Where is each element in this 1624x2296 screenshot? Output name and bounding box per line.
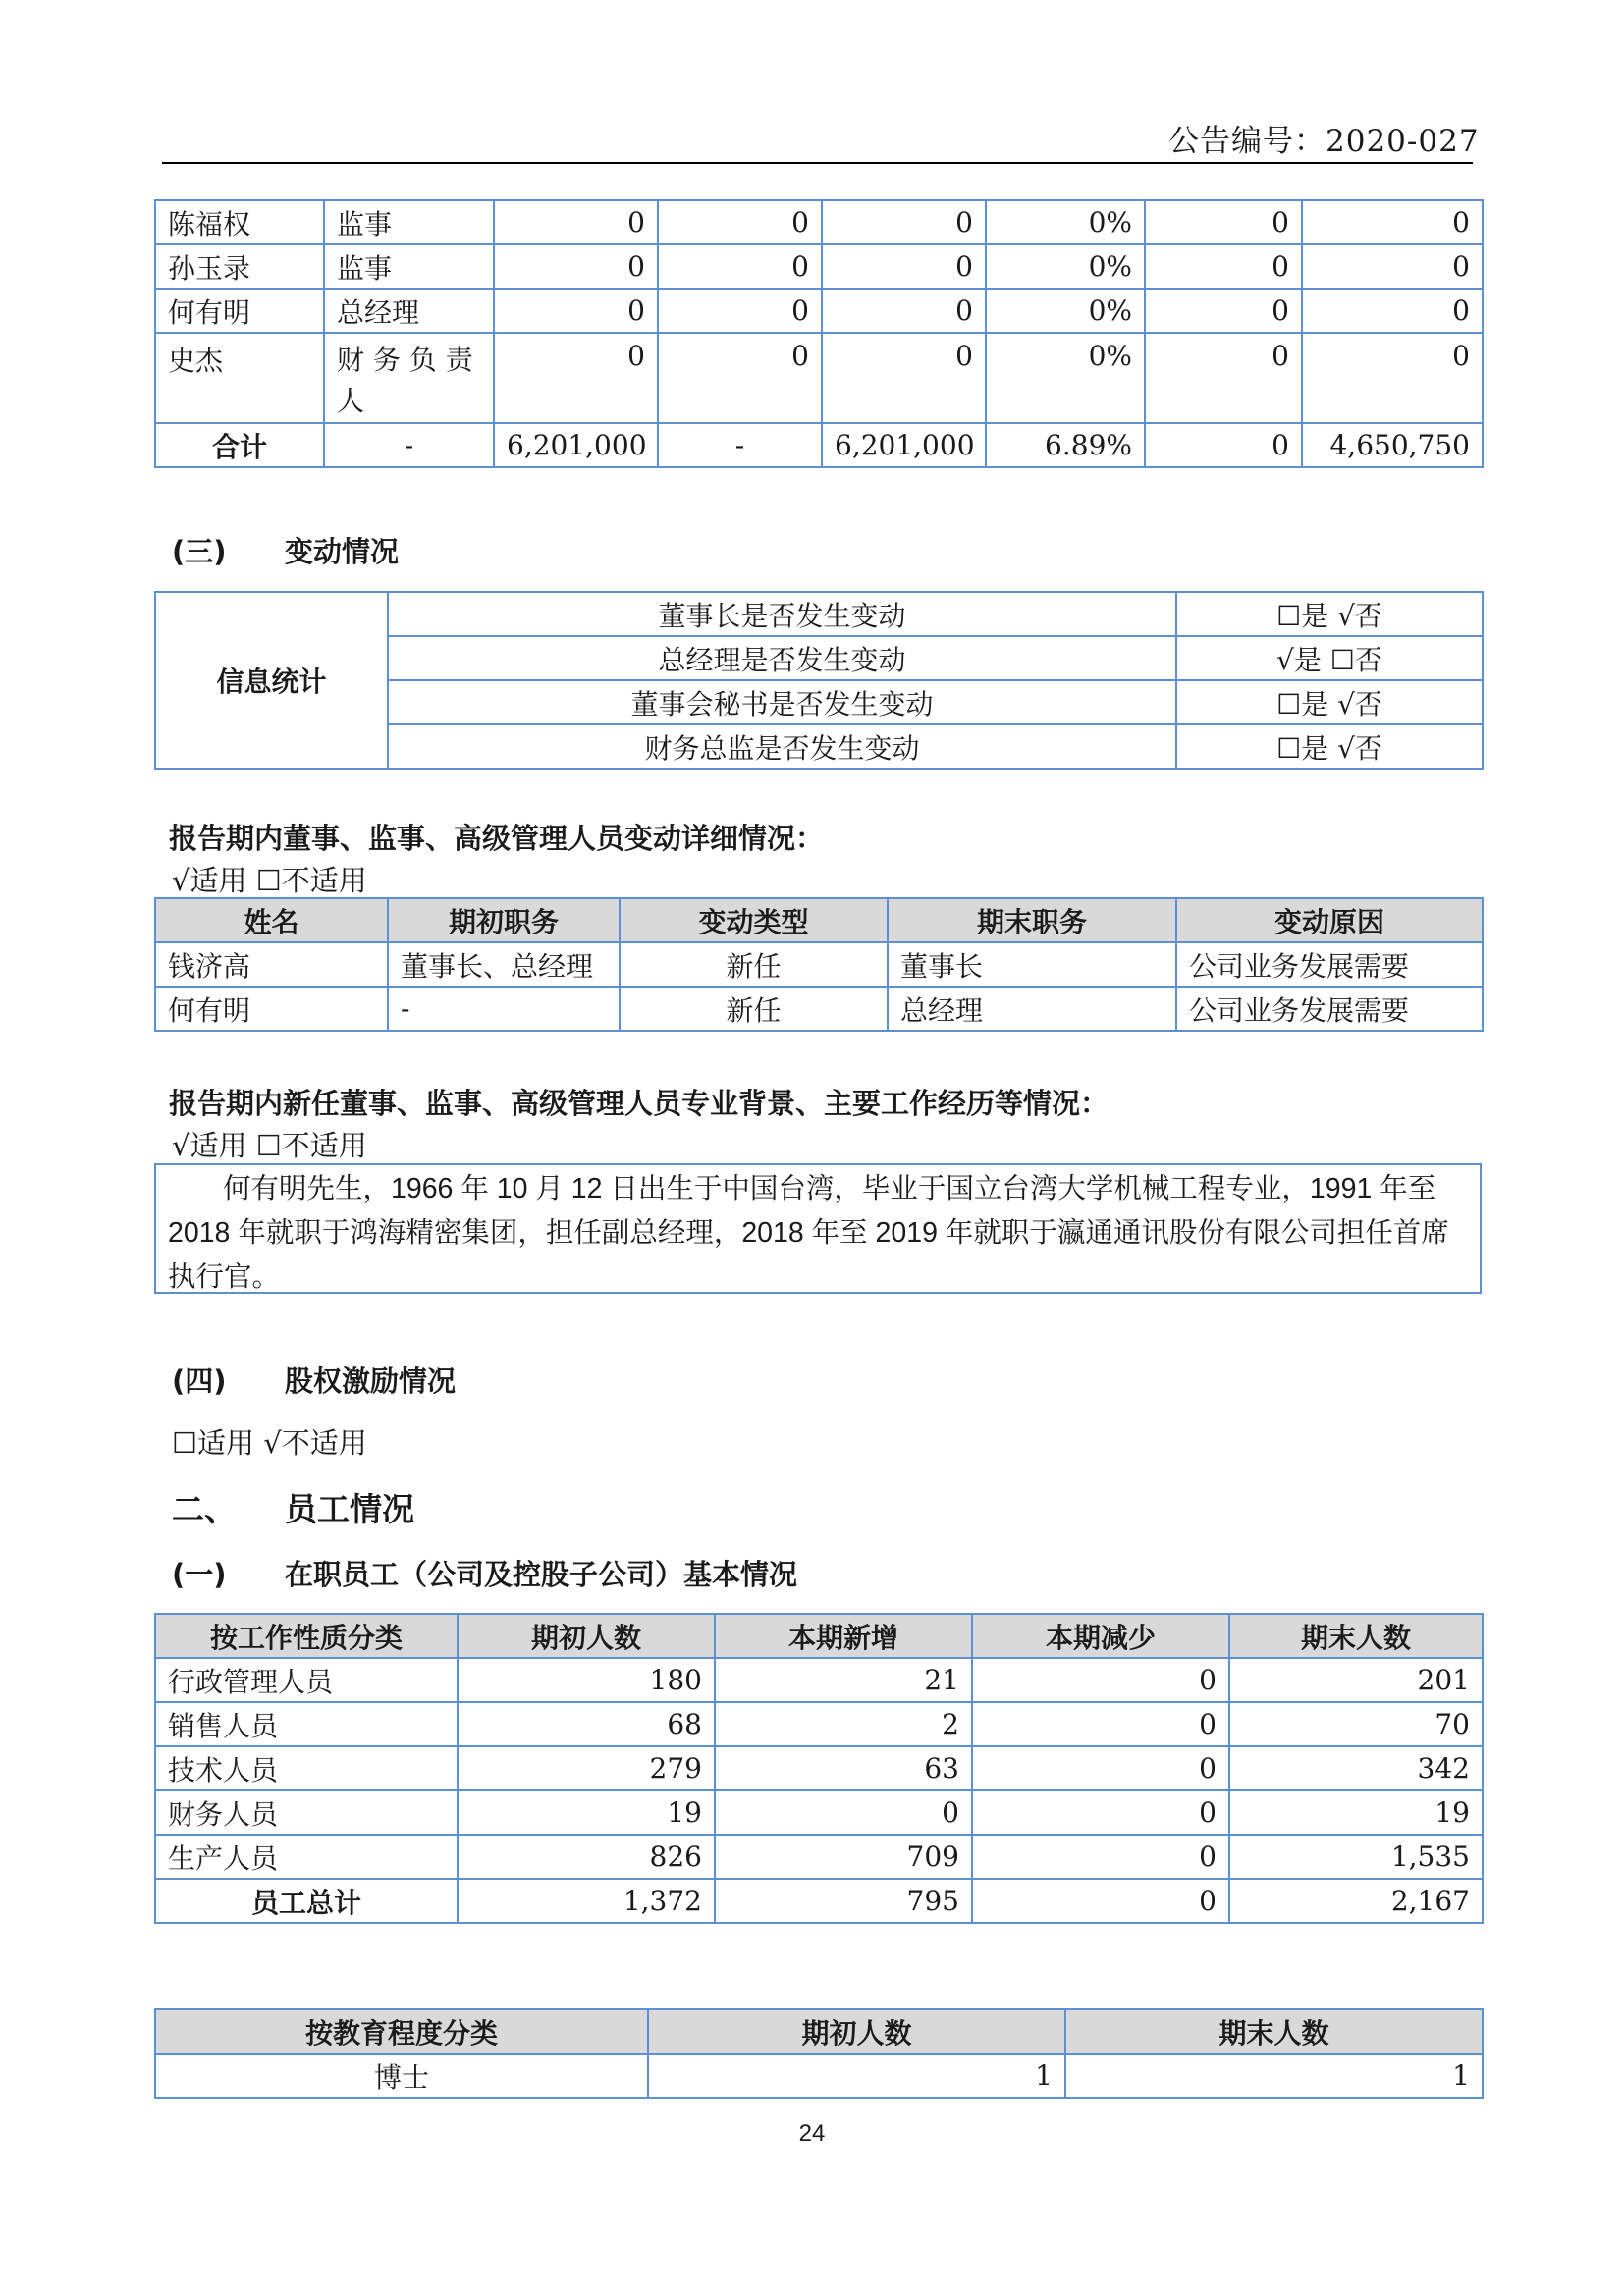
cell-value: 0 [1145,423,1302,467]
cell-value: 1,535 [1229,1835,1483,1879]
answer-checkbox: ☐是 √否 [1176,680,1483,724]
column-header: 本期减少 [972,1614,1229,1658]
column-header: 期初人数 [458,1614,715,1658]
category-cell: 技术人员 [155,1746,458,1790]
cell-text: 新任 [620,942,888,987]
staff-by-nature-table [154,1613,1484,1924]
cell-value: 0 [972,1835,1229,1879]
cell-text: 公司业务发展需要 [1176,987,1483,1031]
category-cell: 销售人员 [155,1702,458,1746]
table-row [155,1746,1483,1790]
cell-value: 0 [494,333,658,423]
cell-value: 21 [715,1658,972,1702]
cell-value: 0 [658,244,822,289]
total-row [155,1879,1483,1923]
category-cell: 博士 [155,2054,648,2098]
table-header-row [155,898,1483,942]
table-row [155,1790,1483,1835]
announcement-number: 公告编号：2020-027 [1168,124,1480,159]
info-stats-label: 信息统计 [155,592,388,769]
question-cell: 董事长是否发生变动 [388,592,1176,636]
cell-text: 总经理 [888,987,1176,1031]
staff-by-education-table [154,2008,1484,2099]
answer-checkbox: ☐是 √否 [1176,592,1483,636]
part-title: 员工情况 [285,1490,414,1528]
section-number: (四) [172,1364,227,1398]
cell-value: 826 [458,1835,715,1879]
holder-title: 监事 [324,244,494,289]
column-header: 期初人数 [648,2009,1065,2054]
cell-value: 6,201,000 [822,423,986,467]
equity-incentive-applicable: ☐适用 √不适用 [172,1426,367,1460]
column-header: 按教育程度分类 [155,2009,648,2054]
holder-name: 陈福权 [155,200,324,244]
cell-value: 6,201,000 [494,423,658,467]
cell-value: 279 [458,1746,715,1790]
cell-value: 0 [658,289,822,333]
cell-value: 0 [1302,200,1483,244]
answer-checkbox: √是 ☐否 [1176,636,1483,680]
holder-name: 何有明 [155,289,324,333]
table-row [155,244,1483,289]
section-number: (一) [172,1558,227,1591]
cell-value: 0 [658,333,822,423]
table-row [155,333,1483,423]
cell-value: 201 [1229,1658,1483,1702]
column-header: 变动类型 [620,898,888,942]
section-number: (三) [172,535,227,568]
cell-value: 0 [1302,333,1483,423]
table-row [155,987,1483,1031]
column-header: 期末职务 [888,898,1176,942]
cell-value: - [658,423,822,467]
answer-checkbox: ☐是 √否 [1176,724,1483,769]
cell-value: 0 [494,200,658,244]
table-header-row [155,1614,1483,1658]
holder-title: 监事 [324,200,494,244]
section-title: 股权激励情况 [285,1364,457,1398]
cell-text: - [388,987,620,1031]
cell-text: 公司业务发展需要 [1176,942,1483,987]
change-detail-applicable: √适用 ☐不适用 [172,864,367,897]
cell-value: 19 [458,1790,715,1835]
holder-title: 总经理 [324,289,494,333]
cell-value: 4,650,750 [1302,423,1483,467]
cell-value: 19 [1229,1790,1483,1835]
cell-value: 0 [494,289,658,333]
cell-value: 342 [1229,1746,1483,1790]
cell-value: 795 [715,1879,972,1923]
cell-value: 0 [972,1746,1229,1790]
cell-value: 0 [494,244,658,289]
table-header-row [155,2009,1483,2054]
holder-title-cont: 人 [337,385,365,417]
table-row [155,942,1483,987]
cell-value: 0 [715,1790,972,1835]
table-row [155,592,1483,636]
holdings-table [154,199,1484,468]
total-label: 员工总计 [155,1879,458,1923]
cell-value: 0 [972,1702,1229,1746]
cell-text: 何有明 [155,987,388,1031]
cell-percent: 0% [986,333,1145,423]
cell-value: 0 [1145,244,1302,289]
change-detail-table [154,897,1484,1032]
cell-value: 709 [715,1835,972,1879]
table-row [155,2054,1483,2098]
cell-value: 70 [1229,1702,1483,1746]
info-stats-table [154,591,1484,770]
holder-title: 财 务 负 责 [337,344,473,376]
table-row [155,289,1483,333]
paragraph-line: 何有明先生，1966 年 10 月 12 日出生于中国台湾，毕业于国立台湾大学机械工程专业，1991 年至 [223,1173,1436,1204]
cell-percent: 0% [986,244,1145,289]
cell-value: 2,167 [1229,1879,1483,1923]
cell-value: 63 [715,1746,972,1790]
page-number: 24 [798,2120,826,2147]
holder-title-cell [324,333,494,423]
table-row [155,1702,1483,1746]
cell-percent: 6.89% [986,423,1145,467]
column-header: 期末人数 [1065,2009,1483,2054]
category-cell: 生产人员 [155,1835,458,1879]
cell-value: 0 [972,1658,1229,1702]
cell-value: 0 [1302,289,1483,333]
section-title: 在职员工（公司及控股子公司）基本情况 [285,1558,798,1591]
background-paragraph [154,1163,1482,1294]
cell-value: 0 [1145,289,1302,333]
cell-percent: 0% [986,200,1145,244]
cell-value: - [324,423,494,467]
paragraph-line: 2018 年就职于鸿海精密集团，担任副总经理，2018 年至 2019 年就职于瀛通通讯股份有限公司担任首席 [168,1217,1449,1249]
cell-value: 0 [972,1879,1229,1923]
column-header: 本期新增 [715,1614,972,1658]
section-title: 变动情况 [285,535,400,568]
cell-value: 0 [1145,200,1302,244]
cell-value: 2 [715,1702,972,1746]
cell-text: 新任 [620,987,888,1031]
question-cell: 总经理是否发生变动 [388,636,1176,680]
cell-percent: 0% [986,289,1145,333]
question-cell: 财务总监是否发生变动 [388,724,1176,769]
question-cell: 董事会秘书是否发生变动 [388,680,1176,724]
new-background-applicable: √适用 ☐不适用 [172,1129,367,1162]
new-background-heading: 报告期内新任董事、监事、高级管理人员专业背景、主要工作经历等情况： [169,1087,1110,1120]
cell-value: 0 [1145,333,1302,423]
cell-value: 0 [822,289,986,333]
cell-text: 董事长、总经理 [388,942,620,987]
category-cell: 财务人员 [155,1790,458,1835]
cell-value: 0 [658,200,822,244]
cell-value: 0 [822,200,986,244]
holder-name: 孙玉录 [155,244,324,289]
part-number: 二、 [172,1490,237,1528]
column-header: 变动原因 [1176,898,1483,942]
cell-value: 68 [458,1702,715,1746]
column-header: 姓名 [155,898,388,942]
cell-value: 1 [1065,2054,1483,2098]
column-header: 按工作性质分类 [155,1614,458,1658]
category-cell: 行政管理人员 [155,1658,458,1702]
total-label: 合计 [155,423,324,467]
table-row [155,1658,1483,1702]
table-row [155,1835,1483,1879]
column-header: 期初职务 [388,898,620,942]
cell-value: 1 [648,2054,1065,2098]
cell-value: 0 [822,333,986,423]
cell-value: 180 [458,1658,715,1702]
cell-value: 1,372 [458,1879,715,1923]
cell-text: 钱济高 [155,942,388,987]
holder-name: 史杰 [155,333,324,423]
column-header: 期末人数 [1229,1614,1483,1658]
cell-text: 董事长 [888,942,1176,987]
header-divider [162,162,1473,164]
cell-value: 0 [1302,244,1483,289]
cell-value: 0 [822,244,986,289]
cell-value: 0 [972,1790,1229,1835]
paragraph-line: 执行官。 [168,1261,281,1293]
change-detail-heading: 报告期内董事、监事、高级管理人员变动详细情况： [169,822,825,855]
table-row [155,200,1483,244]
total-row [155,423,1483,467]
